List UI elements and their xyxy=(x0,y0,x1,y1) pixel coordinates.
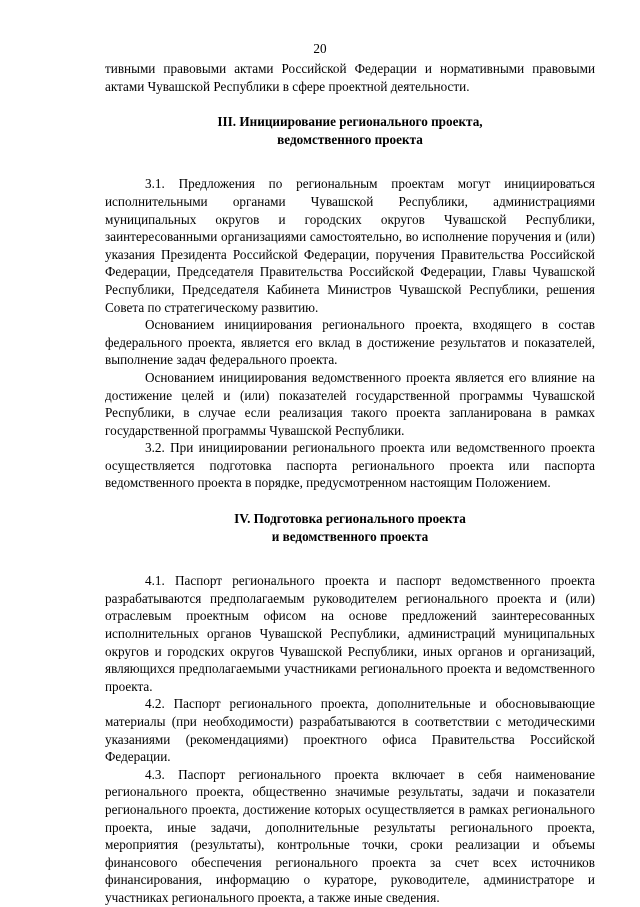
paragraph-4-2: 4.2. Паспорт регионального проекта, дополнительные и обосновывающие материалы (при необходимости) разрабатываются в соответствии с методическими указаниями (рекомендациями) проектного офиса Правительства Российской Федерации. xyxy=(105,696,595,765)
page-number: 20 xyxy=(313,41,327,56)
paragraph-4-1: 4.1. Паспорт регионального проекта и паспорт ведомственного проекта разрабатываются предполагаемым руководителем регионального проекта и (или) отраслевым проектным офисом на основе предложений заинтересованных исполнительных органов Чувашской Республики, администраций муниципальных округов и городских округов Чувашской Республики, иных органов и организаций, являющихся предполагаемыми участниками регионального проекта и ведомственного проекта. xyxy=(105,573,595,694)
section-4-heading-line2: и ведомственного проекта xyxy=(271,528,429,544)
section-3-heading-line1: III. Инициирование регионального проекта, xyxy=(217,114,483,130)
document-body xyxy=(105,60,595,907)
intro-paragraph: тивными правовыми актами Российской Федерации и нормативными правовыми актами Чувашской Республики в сфере проектной деятельности. xyxy=(105,61,595,94)
section-4-heading-line1: IV. Подготовка регионального проекта xyxy=(234,511,466,527)
paragraph-4-3: 4.3. Паспорт регионального проекта включает в себя наименование регионального проекта, общественно значимые результаты, задачи и показатели регионального проекта, достижение которых осуществляется в рамках регионального проекта, иные задачи, дополнительные результаты регионального проекта, мероприятия (результаты), контрольные точки, сроки реализации и объемы финансового обеспечения регионального проекта за счет всех источников финансирования, информацию о кураторе, руководителе, администраторе и участниках регионального проекта, а также иные сведения. xyxy=(105,766,595,905)
section-3-heading xyxy=(105,113,595,148)
section-4-heading xyxy=(105,510,595,545)
paragraph-3-1-federal-basis: Основанием инициирования регионального проекта, входящего в состав федерального проекта, является его вклад в достижение результатов и показателей, выполнение задач федерального проекта. xyxy=(105,317,595,368)
section-3-heading-line2: ведомственного проекта xyxy=(277,131,423,147)
paragraph-3-2: 3.2. При инициировании регионального проекта или ведомственного проекта осуществляется подготовка паспорта регионального проекта или паспорта ведомственного проекта в порядке, предусмотренном настоящим Положением. xyxy=(105,440,595,491)
paragraph-3-1-departmental-basis: Основанием инициирования ведомственного проекта является его влияние на достижение целей и (или) показателей государственной программы Чувашской Республики, в случае если реализация такого проекта запланирована в рамках государственной программы Чувашской Республики. xyxy=(105,369,595,438)
paragraph-3-1: 3.1. Предложения по региональным проектам могут инициироваться исполнительными органами Чувашской Республики, администрациями муниципальных округов и городских округов Чувашской Республики, заинтересованными организациями самостоятельно, во исполнение поручения и (или) указания Президента Российской Федерации, поручения Правительства Российской Федерации, Председателя Правительства Российской Федерации, Главы Чувашской Республики, Председателя Кабинета Министров Чувашской Республики, решения Совета по стратегическому развитию. xyxy=(105,176,595,315)
